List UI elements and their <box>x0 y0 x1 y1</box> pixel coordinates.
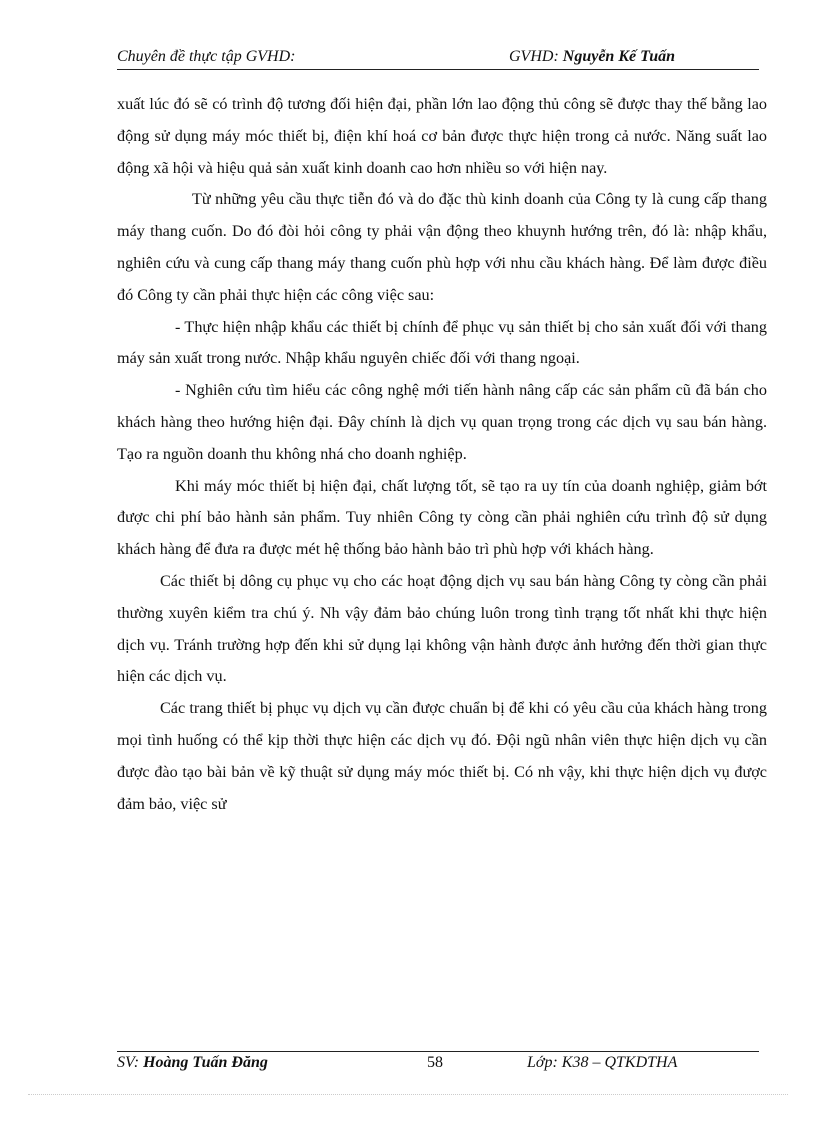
header-course-label: Chuyên đề thực tập GVHD: <box>117 48 296 65</box>
paragraph-2: Từ những yêu cầu thực tiễn đó và do đặc thù kinh doanh của Công ty là cung cấp thang máy thang cuốn. Do đó đòi hỏi công ty phải vận động theo khuynh hướng trên, đó là: nhập khẩu, nghiên cứu và cung cấp thang máy thang cuốn phù hợp với nhu cầu khách hàng. Để làm được điều đó Công ty cần phải thực hiện các công việc sau: <box>117 190 767 304</box>
footer-divider <box>117 1051 759 1052</box>
footer-student-prefix: SV: <box>117 1054 144 1071</box>
header-supervisor <box>509 48 675 66</box>
footer-student-name: Hoàng Tuấn Đăng <box>143 1054 268 1071</box>
header-supervisor-prefix: GVHD: <box>509 48 563 65</box>
page-bottom-edge <box>28 1094 788 1095</box>
paragraph-3: - Thực hiện nhập khẩu các thiết bị chính để phục vụ sản thiết bị cho sản xuất đối với thang máy sản xuất trong nước. Nhập khẩu nguyên chiếc đối với thang ngoại. <box>117 317 767 368</box>
page-footer <box>117 1054 759 1078</box>
paragraph-5: Khi máy móc thiết bị hiện đại, chất lượng tốt, sẽ tạo ra uy tín của doanh nghiệp, giảm bớt được chi phí bảo hành sản phẩm. Tuy nhiên Công ty còng cần phải nghiên cứu trình độ sử dụng khách hàng để đưa ra được mét hệ thống bảo hành bảo trì phù hợp với khách hàng. <box>117 476 767 559</box>
page-number: 58 <box>427 1054 443 1071</box>
footer-class: Lớp: K38 – QTKDTHA <box>527 1054 678 1071</box>
footer-student <box>117 1054 268 1072</box>
document-body <box>117 89 767 820</box>
paragraph-7: Các trang thiết bị phục vụ dịch vụ cần được chuẩn bị để khi có yêu cầu của khách hàng trong mọi tình huống có thể kịp thời thực hiện các dịch vụ đó. Đội ngũ nhân viên thực hiện dịch vụ cần được đào tạo bài bản về kỹ thuật sử dụng máy móc thiết bị. Có nh vậy, khi thực hiện dịch vụ được đảm bảo, việc sử <box>117 699 767 813</box>
paragraph-4: - Nghiên cứu tìm hiểu các công nghệ mới tiến hành nâng cấp các sản phẩm cũ đã bán cho khách hàng theo hướng hiện đại. Đây chính là dịch vụ quan trọng trong các dịch vụ sau bán hàng. Tạo ra nguồn doanh thu không nhá cho doanh nghiệp. <box>117 381 767 463</box>
paragraph-1: xuất lúc đó sẽ có trình độ tương đối hiện đại, phần lớn lao động thủ công sẽ được thay thế bằng lao động sử dụng máy móc thiết bị, điện khí hoá cơ bản được thực hiện trong cả nước. Năng suất lao động xã hội và hiệu quả sản xuất kinh doanh cao hơn nhiều so với hiện nay. <box>117 95 767 177</box>
header-divider <box>117 69 759 70</box>
paragraph-6: Các thiết bị dông cụ phục vụ cho các hoạt động dịch vụ sau bán hàng Công ty còng cần phải thường xuyên kiểm tra chú ý. Nh vậy đảm bảo chúng luôn trong tình trạng tốt nhất khi thực hiện dịch vụ. Tránh trường hợp đến khi sử dụng lại không vận hành được ảnh hưởng đến thời gian thực hiện các dịch vụ. <box>117 571 767 686</box>
header-supervisor-name: Nguyễn Kế Tuấn <box>562 48 676 65</box>
